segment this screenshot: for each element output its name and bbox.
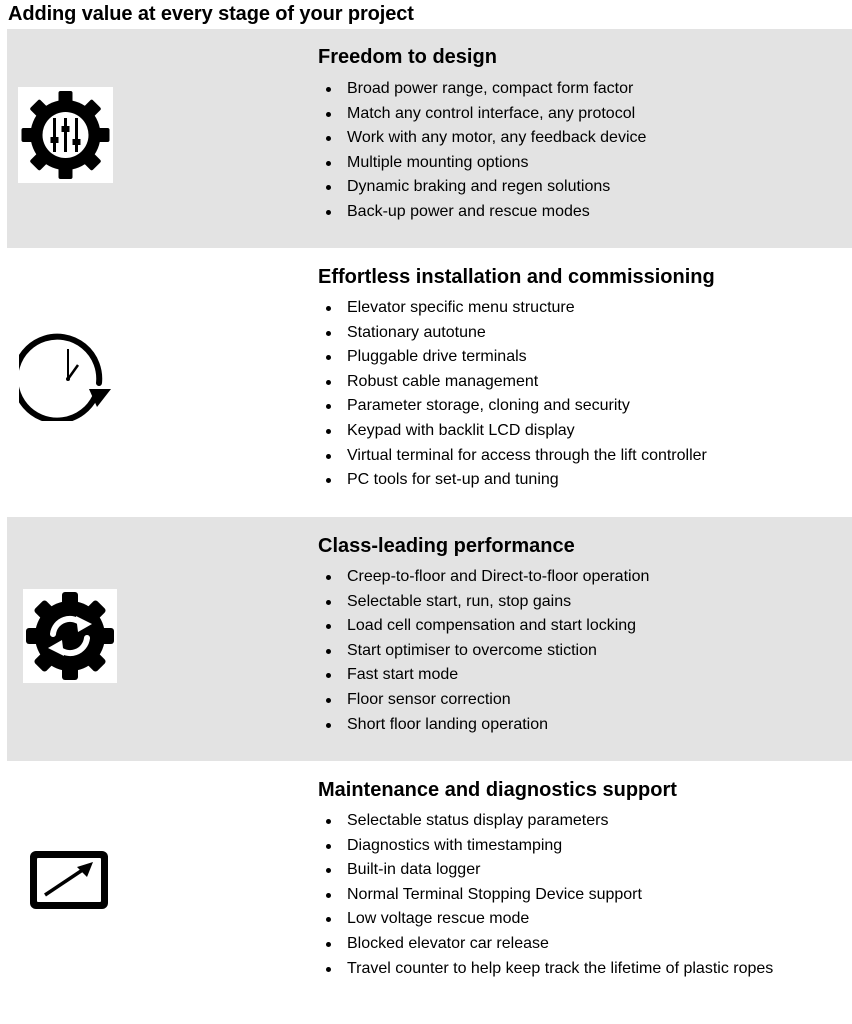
list-item: Blocked elevator car release: [318, 934, 773, 959]
clock-icon: [19, 331, 119, 421]
gear-sliders-icon: [18, 87, 113, 183]
list-item: Work with any motor, any feedback device: [318, 128, 646, 153]
list-item: Start optimiser to overcome stiction: [318, 641, 649, 666]
list-item: Multiple mounting options: [318, 153, 646, 178]
section-performance: [7, 517, 852, 761]
list-item: PC tools for set-up and tuning: [318, 470, 707, 495]
list-item: Load cell compensation and start locking: [318, 616, 649, 641]
list-item: Low voltage rescue mode: [318, 909, 773, 934]
section-title: Class-leading performance: [318, 535, 575, 557]
list-item: Parameter storage, cloning and security: [318, 396, 707, 421]
list-item: Virtual terminal for access through the lift controller: [318, 446, 707, 471]
feature-list: [318, 298, 707, 495]
section-title: Freedom to design: [318, 46, 497, 68]
section-maintenance: [7, 761, 852, 1024]
list-item: Broad power range, compact form factor: [318, 79, 646, 104]
list-item: Elevator specific menu structure: [318, 298, 707, 323]
section-freedom-to-design: [7, 29, 852, 248]
page-title: Adding value at every stage of your project: [8, 3, 414, 25]
feature-list: [318, 811, 773, 983]
list-item: Keypad with backlit LCD display: [318, 421, 707, 446]
list-item: Built-in data logger: [318, 860, 773, 885]
feature-list: [318, 79, 646, 227]
list-item: Stationary autotune: [318, 323, 707, 348]
list-item: Fast start mode: [318, 665, 649, 690]
section-title: Effortless installation and commissioning: [318, 266, 715, 288]
list-item: Diagnostics with timestamping: [318, 836, 773, 861]
list-item: Short floor landing operation: [318, 715, 649, 740]
feature-list: [318, 567, 649, 739]
list-item: Selectable status display parameters: [318, 811, 773, 836]
list-item: Pluggable drive terminals: [318, 347, 707, 372]
section-installation: [7, 248, 852, 517]
list-item: Normal Terminal Stopping Device support: [318, 885, 773, 910]
list-item: Match any control interface, any protocol: [318, 104, 646, 129]
list-item: Robust cable management: [318, 372, 707, 397]
list-item: Travel counter to help keep track the lifetime of plastic ropes: [318, 959, 773, 984]
list-item: Back-up power and rescue modes: [318, 202, 646, 227]
section-title: Maintenance and diagnostics support: [318, 779, 677, 801]
list-item: Creep-to-floor and Direct-to-floor operation: [318, 567, 649, 592]
display-arrow-icon: [27, 847, 111, 913]
gear-refresh-icon: [23, 589, 117, 683]
list-item: Floor sensor correction: [318, 690, 649, 715]
list-item: Selectable start, run, stop gains: [318, 592, 649, 617]
list-item: Dynamic braking and regen solutions: [318, 177, 646, 202]
